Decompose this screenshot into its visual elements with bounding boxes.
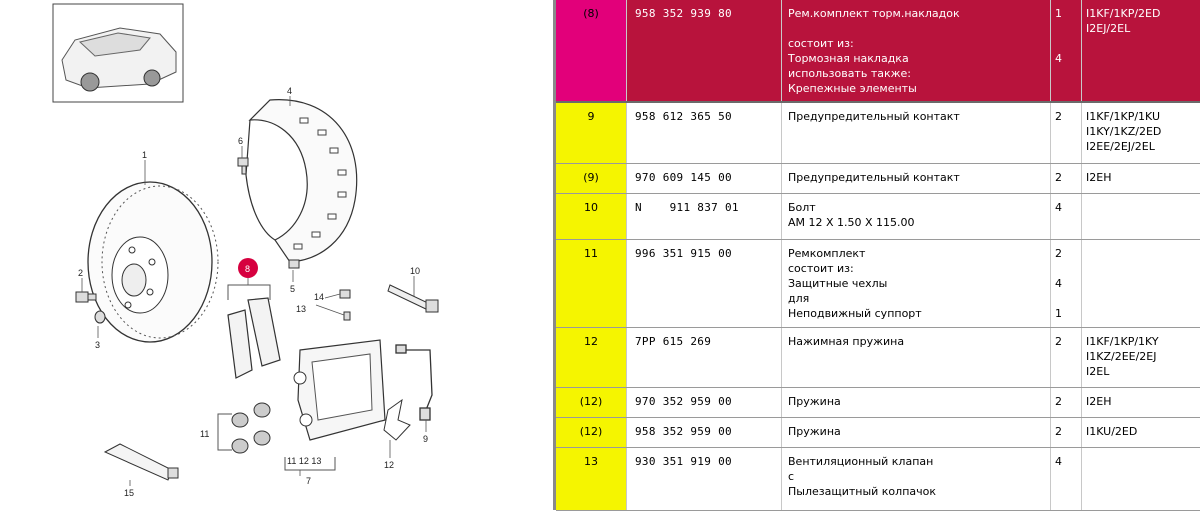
brake-caliper [294, 340, 385, 440]
callout-10[interactable]: 10 [410, 266, 420, 276]
description-cell [782, 447, 1051, 510]
part-number: 7PP 615 269 [635, 335, 711, 348]
table-row[interactable] [556, 193, 1200, 239]
quantity-value [1055, 36, 1081, 51]
position-cell [556, 239, 627, 327]
description-line: AM 12 X 1.50 X 115.00 [788, 215, 1050, 230]
callout-5[interactable]: 5 [290, 284, 295, 294]
quantity-value [1055, 291, 1081, 306]
model-code: I1KF/1KP/1KY [1086, 334, 1200, 349]
quantity-value: 4 [1055, 200, 1081, 215]
description-cell [782, 327, 1051, 387]
model-code: I1KZ/2EE/2EJ [1086, 349, 1200, 364]
position-cell [556, 327, 627, 387]
quantity-value: 4 [1055, 276, 1081, 291]
part-number-cell [627, 163, 782, 193]
description-cell [782, 417, 1051, 447]
position-number: (9) [583, 171, 599, 184]
callout-group-11-12-13[interactable]: 11 12 13 [287, 456, 321, 466]
quantity-value: 1 [1055, 6, 1081, 21]
description-line: для [788, 291, 1050, 306]
quantity-value: 4 [1055, 454, 1081, 469]
callout-8[interactable]: 8 [245, 264, 250, 274]
model-codes-cell [1082, 327, 1200, 387]
part-number-cell [627, 447, 782, 510]
model-code: I1KF/1KP/2ED [1086, 6, 1200, 21]
quantity-cell [1051, 102, 1082, 163]
model-code: I2EJ/2EL [1086, 21, 1200, 36]
part-number: 970 609 145 00 [635, 171, 732, 184]
description-line: Тормозная накладка [788, 51, 1050, 66]
parts-diagram [0, 0, 553, 510]
position-cell [556, 102, 627, 163]
position-cell [556, 447, 627, 510]
description-cell [782, 102, 1051, 163]
callout-11[interactable]: 11 [200, 429, 209, 439]
part-number: 958 352 959 00 [635, 425, 732, 438]
description-line: Вентиляционный клапан [788, 454, 1050, 469]
position-cell [556, 417, 627, 447]
quantity-cell [1051, 387, 1082, 417]
description-line: использовать также: [788, 66, 1050, 81]
quantity-value: 2 [1055, 109, 1081, 124]
callout-6[interactable]: 6 [238, 136, 243, 146]
model-code: I1KF/1KP/1KU [1086, 109, 1200, 124]
brake-disc [88, 182, 218, 342]
position-number: (12) [580, 425, 603, 438]
callout-7[interactable]: 7 [306, 476, 311, 486]
part-number: 970 352 959 00 [635, 395, 732, 408]
vehicle-thumbnail [53, 4, 183, 102]
callout-15[interactable]: 15 [124, 488, 134, 498]
model-code: I2EE/2EJ/2EL [1086, 139, 1200, 154]
part-number-cell [627, 193, 782, 239]
description-line: Неподвижный суппорт [788, 306, 1050, 321]
table-row[interactable] [556, 163, 1200, 193]
grease-tube [105, 444, 178, 480]
part-number-cell [627, 239, 782, 327]
description-cell [782, 387, 1051, 417]
position-cell [556, 193, 627, 239]
parts-table [556, 0, 1200, 511]
model-code: I2EL [1086, 364, 1200, 379]
part-number: 958 352 939 80 [635, 7, 732, 20]
model-codes-cell [1082, 447, 1200, 510]
position-cell [556, 0, 627, 102]
callout-1[interactable]: 1 [142, 150, 147, 160]
table-row[interactable] [556, 417, 1200, 447]
quantity-value: 2 [1055, 334, 1081, 349]
model-codes-cell [1082, 417, 1200, 447]
callout-2[interactable]: 2 [78, 268, 83, 278]
parts-table-pane [556, 0, 1200, 510]
table-row[interactable] [556, 447, 1200, 510]
callout-9[interactable]: 9 [423, 434, 428, 444]
part-number-cell [627, 102, 782, 163]
model-code: I2EH [1086, 394, 1200, 409]
quantity-value: 2 [1055, 424, 1081, 439]
description-cell [782, 163, 1051, 193]
description-line: состоит из: [788, 261, 1050, 276]
quantity-value: 2 [1055, 246, 1081, 261]
model-codes-cell [1082, 0, 1200, 102]
quantity-cell [1051, 163, 1082, 193]
description-line: Болт [788, 200, 1050, 215]
model-code: I2EH [1086, 170, 1200, 185]
part-number-cell [627, 0, 782, 102]
model-code: I1KY/1KZ/2ED [1086, 124, 1200, 139]
callout-3[interactable]: 3 [95, 340, 100, 350]
part-number-cell [627, 417, 782, 447]
quantity-cell [1051, 239, 1082, 327]
table-row[interactable] [556, 387, 1200, 417]
caliper-bolt [388, 285, 438, 312]
description-cell [782, 239, 1051, 327]
quantity-value [1055, 21, 1081, 36]
model-code: I1KU/2ED [1086, 424, 1200, 439]
table-row[interactable] [556, 239, 1200, 327]
position-cell [556, 163, 627, 193]
model-codes-cell [1082, 387, 1200, 417]
quantity-value: 1 [1055, 306, 1081, 321]
description-line: Крепежные элементы [788, 81, 1050, 96]
position-number: 13 [584, 455, 598, 468]
quantity-cell [1051, 417, 1082, 447]
wear-sensor-cable [396, 345, 432, 420]
description-line: Пружина [788, 424, 1050, 439]
quantity-value: 2 [1055, 170, 1081, 185]
quantity-value [1055, 261, 1081, 276]
position-number: (8) [583, 7, 599, 20]
part-number-cell [627, 387, 782, 417]
model-codes-cell [1082, 102, 1200, 163]
description-line: Ремкомплект [788, 246, 1050, 261]
part-number: N 911 837 01 [635, 201, 739, 214]
part-number: 996 351 915 00 [635, 247, 732, 260]
part-number-cell [627, 327, 782, 387]
model-codes-cell [1082, 239, 1200, 327]
description-line: Пружина [788, 394, 1050, 409]
description-line [788, 21, 1050, 36]
position-cell [556, 387, 627, 417]
quantity-cell [1051, 447, 1082, 510]
quantity-value: 2 [1055, 394, 1081, 409]
table-row[interactable] [556, 102, 1200, 163]
heat-shield [246, 100, 357, 262]
quantity-value: 4 [1055, 51, 1081, 66]
quantity-cell [1051, 327, 1082, 387]
position-number: (12) [580, 395, 603, 408]
callout-13[interactable]: 13 [296, 304, 306, 314]
description-line: Предупредительный контакт [788, 109, 1050, 124]
quantity-cell [1051, 193, 1082, 239]
brake-exploded-view [0, 0, 553, 510]
seal-rings [232, 403, 270, 453]
description-line: Пылезащитный колпачок [788, 484, 1050, 499]
description-line: Рем.комплект торм.накладок [788, 6, 1050, 21]
table-row[interactable] [556, 0, 1200, 102]
pressure-spring [384, 400, 410, 440]
model-codes-cell [1082, 193, 1200, 239]
part-number: 958 612 365 50 [635, 110, 732, 123]
model-codes-cell [1082, 163, 1200, 193]
position-number: 12 [584, 335, 598, 348]
bleed-valve [340, 290, 350, 320]
quantity-cell [1051, 0, 1082, 102]
description-line: Нажимная пружина [788, 334, 1050, 349]
position-number: 9 [588, 110, 595, 123]
description-line: Защитные чехлы [788, 276, 1050, 291]
callout-14[interactable]: 14 [314, 292, 324, 302]
brake-pads [228, 298, 280, 378]
description-cell [782, 193, 1051, 239]
description-line: состоит из: [788, 36, 1050, 51]
table-row[interactable] [556, 327, 1200, 387]
description-line: Предупредительный контакт [788, 170, 1050, 185]
position-number: 10 [584, 201, 598, 214]
description-line: с [788, 469, 1050, 484]
description-cell [782, 0, 1051, 102]
callout-4[interactable]: 4 [287, 86, 292, 96]
callout-12[interactable]: 12 [384, 460, 394, 470]
part-number: 930 351 919 00 [635, 455, 732, 468]
position-number: 11 [584, 247, 598, 260]
